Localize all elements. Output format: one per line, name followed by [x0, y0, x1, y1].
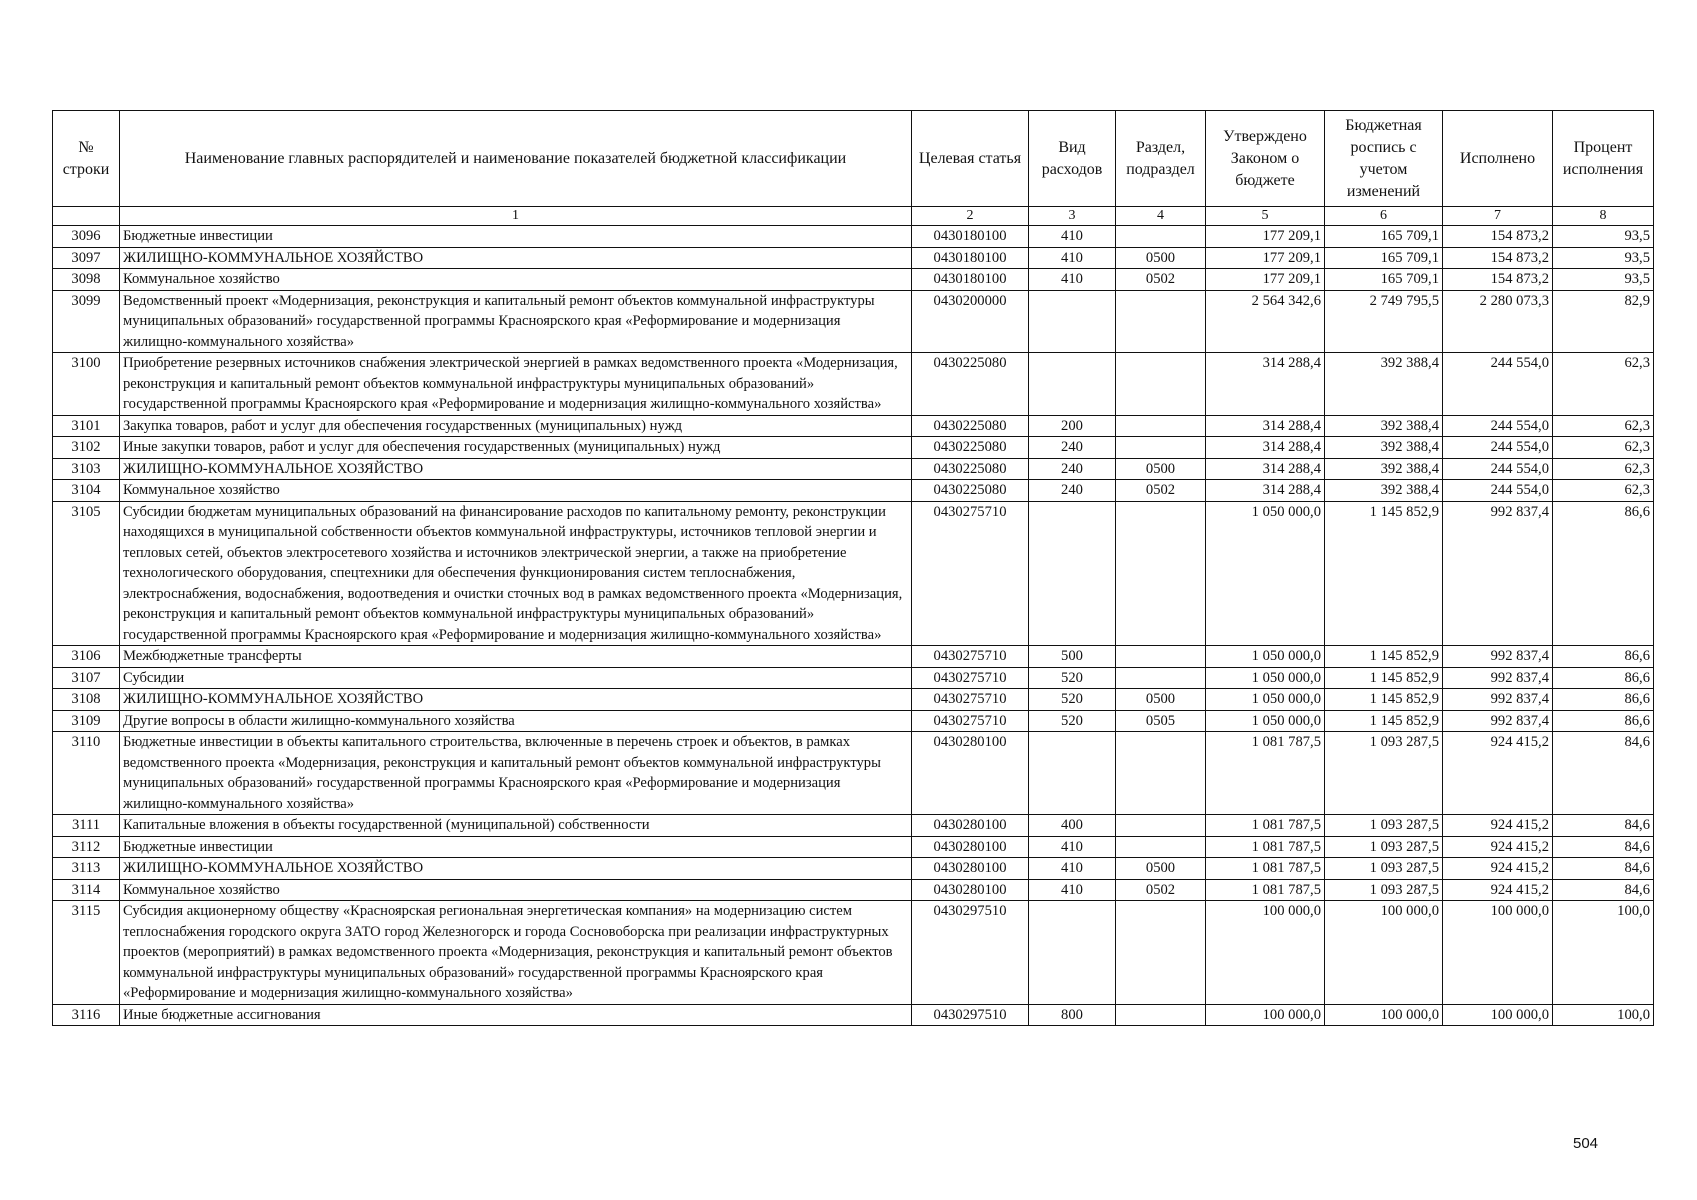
executed-amount: 992 837,4: [1443, 667, 1553, 689]
roster-amount: 1 145 852,9: [1325, 646, 1443, 668]
table-row: [53, 732, 1654, 815]
page-number: 504: [1573, 1135, 1599, 1152]
executed-amount: 924 415,2: [1443, 858, 1553, 880]
header-percent: Процент исполнения: [1553, 111, 1654, 207]
column-number: 4: [1116, 207, 1206, 226]
table-row: [53, 247, 1654, 269]
executed-amount: 244 554,0: [1443, 353, 1553, 416]
execution-percent: 62,3: [1553, 458, 1654, 480]
table-row: [53, 480, 1654, 502]
indicator-name: Коммунальное хозяйство: [120, 480, 912, 502]
target-article: 0430180100: [912, 226, 1029, 248]
column-number: 5: [1206, 207, 1325, 226]
roster-amount: 1 093 287,5: [1325, 836, 1443, 858]
section-code: 0502: [1116, 879, 1206, 901]
executed-amount: 992 837,4: [1443, 689, 1553, 711]
row-number: 3110: [53, 732, 120, 815]
column-number-blank: [53, 207, 120, 226]
execution-percent: 84,6: [1553, 836, 1654, 858]
table-row: [53, 501, 1654, 646]
table-row: [53, 353, 1654, 416]
expense-type: 410: [1029, 858, 1116, 880]
indicator-name: Иные закупки товаров, работ и услуг для обеспечения государственных (муниципальных) нужд: [120, 437, 912, 459]
execution-percent: 86,6: [1553, 689, 1654, 711]
expense-type: 410: [1029, 269, 1116, 291]
executed-amount: 154 873,2: [1443, 269, 1553, 291]
executed-amount: 100 000,0: [1443, 1004, 1553, 1026]
indicator-name: Бюджетные инвестиции в объекты капитального строительства, включенные в перечень строек и объектов, в рамках ведомственного проекта «Модернизация, реконструкция и капитальный ремонт объектов коммунальной инфраструктуры муниципальных образований» государственной программы Красноярского края «Реформирование и модернизация жилищно-коммунального хозяйства»: [120, 732, 912, 815]
indicator-name: Субсидии бюджетам муниципальных образований на финансирование расходов по капитальному ремонту, реконструкции находящихся в муниципальной собственности объектов коммунальной инфраструктуры, источников тепловой энергии и тепловых сетей, объектов электросетевого хозяйства и источников электрической энергии, а также на приобретение технологического оборудования, спецтехники для обеспечения функционирования систем теплоснабжения, электроснабжения, водоснабжения, водоотведения и очистки сточных вод в рамках ведомственного проекта «Модернизация, реконструкция и капитальный ремонт объектов коммунальной инфраструктуры муниципальных образований» государственной программы Красноярского края «Реформирование и модернизация жилищно-коммунального хозяйства»: [120, 501, 912, 646]
section-code: [1116, 437, 1206, 459]
indicator-name: Капитальные вложения в объекты государственной (муниципальной) собственности: [120, 815, 912, 837]
execution-percent: 62,3: [1553, 437, 1654, 459]
expense-type: [1029, 732, 1116, 815]
row-number: 3106: [53, 646, 120, 668]
roster-amount: 100 000,0: [1325, 1004, 1443, 1026]
section-code: [1116, 290, 1206, 353]
section-code: 0505: [1116, 710, 1206, 732]
roster-amount: 1 093 287,5: [1325, 879, 1443, 901]
section-code: 0500: [1116, 247, 1206, 269]
budget-execution-table: [52, 110, 1654, 1026]
executed-amount: 154 873,2: [1443, 226, 1553, 248]
section-code: [1116, 353, 1206, 416]
section-code: [1116, 732, 1206, 815]
approved-amount: 1 050 000,0: [1206, 689, 1325, 711]
executed-amount: 244 554,0: [1443, 458, 1553, 480]
target-article: 0430200000: [912, 290, 1029, 353]
column-number: 8: [1553, 207, 1654, 226]
indicator-name: ЖИЛИЩНО-КОММУНАЛЬНОЕ ХОЗЯЙСТВО: [120, 247, 912, 269]
executed-amount: 154 873,2: [1443, 247, 1553, 269]
execution-percent: 93,5: [1553, 269, 1654, 291]
expense-type: 410: [1029, 879, 1116, 901]
expense-type: 500: [1029, 646, 1116, 668]
table-row: [53, 1004, 1654, 1026]
execution-percent: 84,6: [1553, 815, 1654, 837]
indicator-name: Коммунальное хозяйство: [120, 269, 912, 291]
approved-amount: 314 288,4: [1206, 480, 1325, 502]
header-executed: Исполнено: [1443, 111, 1553, 207]
execution-percent: 62,3: [1553, 415, 1654, 437]
section-code: 0500: [1116, 858, 1206, 880]
expense-type: 520: [1029, 689, 1116, 711]
executed-amount: 244 554,0: [1443, 480, 1553, 502]
indicator-name: Ведомственный проект «Модернизация, реконструкция и капитальный ремонт объектов коммунальной инфраструктуры муниципальных образований» государственной программы Красноярского края «Реформирование и модернизация жилищно-коммунального хозяйства»: [120, 290, 912, 353]
approved-amount: 177 209,1: [1206, 269, 1325, 291]
approved-amount: 314 288,4: [1206, 458, 1325, 480]
row-number: 3104: [53, 480, 120, 502]
section-code: [1116, 646, 1206, 668]
roster-amount: 165 709,1: [1325, 269, 1443, 291]
expense-type: 400: [1029, 815, 1116, 837]
target-article: 0430275710: [912, 646, 1029, 668]
roster-amount: 1 093 287,5: [1325, 858, 1443, 880]
table-row: [53, 879, 1654, 901]
execution-percent: 62,3: [1553, 480, 1654, 502]
expense-type: 410: [1029, 836, 1116, 858]
approved-amount: 1 081 787,5: [1206, 815, 1325, 837]
target-article: 0430180100: [912, 269, 1029, 291]
header-target-article: Целевая статья: [912, 111, 1029, 207]
approved-amount: 177 209,1: [1206, 226, 1325, 248]
expense-type: 410: [1029, 247, 1116, 269]
row-number: 3114: [53, 879, 120, 901]
approved-amount: 177 209,1: [1206, 247, 1325, 269]
executed-amount: 924 415,2: [1443, 836, 1553, 858]
table-row: [53, 836, 1654, 858]
section-code: [1116, 815, 1206, 837]
target-article: 0430280100: [912, 879, 1029, 901]
row-number: 3109: [53, 710, 120, 732]
execution-percent: 93,5: [1553, 247, 1654, 269]
expense-type: 410: [1029, 226, 1116, 248]
executed-amount: 924 415,2: [1443, 732, 1553, 815]
row-number: 3107: [53, 667, 120, 689]
approved-amount: 1 050 000,0: [1206, 646, 1325, 668]
expense-type: 240: [1029, 458, 1116, 480]
target-article: 0430280100: [912, 815, 1029, 837]
target-article: 0430225080: [912, 415, 1029, 437]
table-body: [53, 226, 1654, 1026]
indicator-name: Субсидии: [120, 667, 912, 689]
table-row: [53, 269, 1654, 291]
expense-type: 240: [1029, 480, 1116, 502]
row-number: 3101: [53, 415, 120, 437]
roster-amount: 392 388,4: [1325, 415, 1443, 437]
section-code: [1116, 836, 1206, 858]
table-row: [53, 415, 1654, 437]
execution-percent: 62,3: [1553, 353, 1654, 416]
expense-type: 800: [1029, 1004, 1116, 1026]
execution-percent: 93,5: [1553, 226, 1654, 248]
column-number: 6: [1325, 207, 1443, 226]
roster-amount: 1 145 852,9: [1325, 710, 1443, 732]
row-number: 3103: [53, 458, 120, 480]
column-number: 7: [1443, 207, 1553, 226]
expense-type: [1029, 290, 1116, 353]
roster-amount: 392 388,4: [1325, 353, 1443, 416]
section-code: [1116, 901, 1206, 1005]
row-number: 3116: [53, 1004, 120, 1026]
target-article: 0430280100: [912, 732, 1029, 815]
indicator-name: Межбюджетные трансферты: [120, 646, 912, 668]
roster-amount: 392 388,4: [1325, 437, 1443, 459]
row-number: 3111: [53, 815, 120, 837]
row-number: 3097: [53, 247, 120, 269]
table-row: [53, 858, 1654, 880]
header-expense-type: Вид расходов: [1029, 111, 1116, 207]
section-code: 0502: [1116, 269, 1206, 291]
table-row: [53, 458, 1654, 480]
indicator-name: Коммунальное хозяйство: [120, 879, 912, 901]
section-code: [1116, 226, 1206, 248]
row-number: 3108: [53, 689, 120, 711]
table-row: [53, 226, 1654, 248]
row-number: 3096: [53, 226, 120, 248]
roster-amount: 165 709,1: [1325, 226, 1443, 248]
roster-amount: 392 388,4: [1325, 458, 1443, 480]
approved-amount: 314 288,4: [1206, 415, 1325, 437]
approved-amount: 1 081 787,5: [1206, 858, 1325, 880]
expense-type: [1029, 501, 1116, 646]
target-article: 0430297510: [912, 1004, 1029, 1026]
indicator-name: Приобретение резервных источников снабжения электрической энергией в рамках ведомственного проекта «Модернизация, реконструкция и капитальный ремонт объектов коммунальной инфраструктуры муниципальных образований» государственной программы Красноярского края «Реформирование и модернизация жилищно-коммунального хозяйства»: [120, 353, 912, 416]
table-row: [53, 646, 1654, 668]
header-section: Раздел, подраздел: [1116, 111, 1206, 207]
target-article: 0430225080: [912, 480, 1029, 502]
section-code: [1116, 501, 1206, 646]
execution-percent: 84,6: [1553, 858, 1654, 880]
column-number: 2: [912, 207, 1029, 226]
target-article: 0430180100: [912, 247, 1029, 269]
document-page: [52, 110, 1653, 1026]
indicator-name: ЖИЛИЩНО-КОММУНАЛЬНОЕ ХОЗЯЙСТВО: [120, 689, 912, 711]
approved-amount: 1 081 787,5: [1206, 732, 1325, 815]
expense-type: 240: [1029, 437, 1116, 459]
roster-amount: 165 709,1: [1325, 247, 1443, 269]
section-code: 0502: [1116, 480, 1206, 502]
execution-percent: 86,6: [1553, 667, 1654, 689]
approved-amount: 1 081 787,5: [1206, 836, 1325, 858]
execution-percent: 100,0: [1553, 901, 1654, 1005]
execution-percent: 84,6: [1553, 732, 1654, 815]
approved-amount: 314 288,4: [1206, 437, 1325, 459]
section-code: 0500: [1116, 458, 1206, 480]
indicator-name: ЖИЛИЩНО-КОММУНАЛЬНОЕ ХОЗЯЙСТВО: [120, 458, 912, 480]
executed-amount: 924 415,2: [1443, 879, 1553, 901]
section-code: [1116, 415, 1206, 437]
header-row: [53, 111, 1654, 207]
approved-amount: 100 000,0: [1206, 901, 1325, 1005]
table-row: [53, 710, 1654, 732]
header-budget-roster: Бюджетная роспись с учетом изменений: [1325, 111, 1443, 207]
table-row: [53, 901, 1654, 1005]
roster-amount: 100 000,0: [1325, 901, 1443, 1005]
row-number: 3102: [53, 437, 120, 459]
target-article: 0430275710: [912, 710, 1029, 732]
target-article: 0430225080: [912, 353, 1029, 416]
expense-type: [1029, 353, 1116, 416]
executed-amount: 992 837,4: [1443, 710, 1553, 732]
section-code: 0500: [1116, 689, 1206, 711]
approved-amount: 2 564 342,6: [1206, 290, 1325, 353]
execution-percent: 82,9: [1553, 290, 1654, 353]
approved-amount: 1 050 000,0: [1206, 667, 1325, 689]
roster-amount: 392 388,4: [1325, 480, 1443, 502]
table-row: [53, 437, 1654, 459]
column-number: 3: [1029, 207, 1116, 226]
roster-amount: 1 093 287,5: [1325, 815, 1443, 837]
section-code: [1116, 1004, 1206, 1026]
row-number: 3105: [53, 501, 120, 646]
executed-amount: 924 415,2: [1443, 815, 1553, 837]
executed-amount: 2 280 073,3: [1443, 290, 1553, 353]
approved-amount: 100 000,0: [1206, 1004, 1325, 1026]
indicator-name: Закупка товаров, работ и услуг для обеспечения государственных (муниципальных) нужд: [120, 415, 912, 437]
row-number: 3115: [53, 901, 120, 1005]
target-article: 0430225080: [912, 437, 1029, 459]
row-number: 3098: [53, 269, 120, 291]
execution-percent: 100,0: [1553, 1004, 1654, 1026]
execution-percent: 86,6: [1553, 710, 1654, 732]
expense-type: 520: [1029, 710, 1116, 732]
roster-amount: 1 093 287,5: [1325, 732, 1443, 815]
column-number: 1: [120, 207, 912, 226]
target-article: 0430225080: [912, 458, 1029, 480]
row-number: 3112: [53, 836, 120, 858]
expense-type: 200: [1029, 415, 1116, 437]
approved-amount: 1 081 787,5: [1206, 879, 1325, 901]
indicator-name: ЖИЛИЩНО-КОММУНАЛЬНОЕ ХОЗЯЙСТВО: [120, 858, 912, 880]
approved-amount: 1 050 000,0: [1206, 501, 1325, 646]
indicator-name: Субсидия акционерному обществу «Красноярская региональная энергетическая компания» на модернизацию систем теплоснабжения городского округа ЗАТО город Железногорск и города Сосновоборска при реализации инфраструктурных проектов (мероприятий) в рамках ведомственного проекта «Модернизация, реконструкция и капитальный ремонт объектов коммунальной инфраструктуры муниципальных образований» государственной программы Красноярского края «Реформирование и модернизация жилищно-коммунального хозяйства»: [120, 901, 912, 1005]
header-row-number: № строки: [53, 111, 120, 207]
row-number: 3113: [53, 858, 120, 880]
roster-amount: 1 145 852,9: [1325, 667, 1443, 689]
header-name: Наименование главных распорядителей и наименование показателей бюджетной классификации: [120, 111, 912, 207]
table-row: [53, 290, 1654, 353]
executed-amount: 992 837,4: [1443, 646, 1553, 668]
table-row: [53, 667, 1654, 689]
table-row: [53, 815, 1654, 837]
target-article: 0430275710: [912, 667, 1029, 689]
indicator-name: Иные бюджетные ассигнования: [120, 1004, 912, 1026]
executed-amount: 244 554,0: [1443, 415, 1553, 437]
header-approved: Утверждено Законом о бюджете: [1206, 111, 1325, 207]
column-number-row: [53, 207, 1654, 226]
expense-type: [1029, 901, 1116, 1005]
indicator-name: Бюджетные инвестиции: [120, 836, 912, 858]
target-article: 0430275710: [912, 501, 1029, 646]
approved-amount: 1 050 000,0: [1206, 710, 1325, 732]
executed-amount: 100 000,0: [1443, 901, 1553, 1005]
roster-amount: 2 749 795,5: [1325, 290, 1443, 353]
approved-amount: 314 288,4: [1206, 353, 1325, 416]
target-article: 0430297510: [912, 901, 1029, 1005]
row-number: 3100: [53, 353, 120, 416]
execution-percent: 84,6: [1553, 879, 1654, 901]
indicator-name: Другие вопросы в области жилищно-коммунального хозяйства: [120, 710, 912, 732]
row-number: 3099: [53, 290, 120, 353]
target-article: 0430275710: [912, 689, 1029, 711]
executed-amount: 244 554,0: [1443, 437, 1553, 459]
execution-percent: 86,6: [1553, 501, 1654, 646]
target-article: 0430280100: [912, 858, 1029, 880]
executed-amount: 992 837,4: [1443, 501, 1553, 646]
expense-type: 520: [1029, 667, 1116, 689]
indicator-name: Бюджетные инвестиции: [120, 226, 912, 248]
table-row: [53, 689, 1654, 711]
roster-amount: 1 145 852,9: [1325, 501, 1443, 646]
roster-amount: 1 145 852,9: [1325, 689, 1443, 711]
execution-percent: 86,6: [1553, 646, 1654, 668]
section-code: [1116, 667, 1206, 689]
target-article: 0430280100: [912, 836, 1029, 858]
